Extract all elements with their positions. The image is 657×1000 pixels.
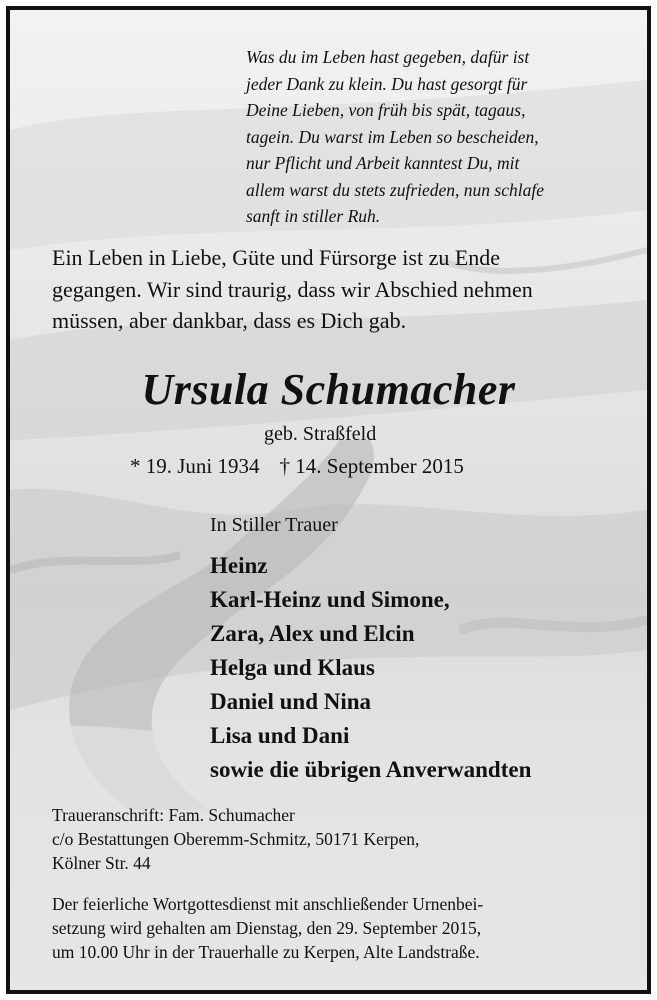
service-line: Der feierliche Wortgottesdienst mit anschließender Urnenbei- xyxy=(52,894,484,914)
poem-line: nur Pflicht und Arbeit kanntest Du, mit xyxy=(246,153,520,173)
service-notice xyxy=(52,892,483,964)
poem-line: Was du im Leben hast gegeben, dafür ist xyxy=(246,47,530,67)
mourning-heading: In Stiller Trauer xyxy=(210,514,338,536)
service-line: um 10.00 Uhr in der Trauerhalle zu Kerpen, Alte Landstraße. xyxy=(52,942,480,962)
address-line: Traueranschrift: Fam. Schumacher xyxy=(52,805,295,825)
service-line: setzung wird gehalten am Dienstag, den 29. September 2015, xyxy=(52,918,482,938)
mourner: Heinz xyxy=(210,553,268,578)
birth-name: geb. Straßfeld xyxy=(264,423,377,445)
intro-line: gegangen. Wir sind traurig, dass wir Abschied nehmen xyxy=(52,276,533,302)
mourner: Helga und Klaus xyxy=(210,655,375,680)
address-line: Kölner Str. 44 xyxy=(52,853,151,873)
obituary-frame xyxy=(6,6,651,994)
poem-line: sanft in stiller Ruh. xyxy=(246,206,381,226)
mourner: Zara, Alex und Elcin xyxy=(210,621,415,646)
life-dates xyxy=(130,454,464,479)
mourner: Daniel und Nina xyxy=(210,689,372,714)
deceased-name: Ursula Schumacher xyxy=(141,365,516,414)
poem-line: allem warst du stets zufrieden, nun schlafe xyxy=(246,179,544,200)
intro-text xyxy=(52,242,632,337)
mourner: Lisa und Dani xyxy=(210,723,350,748)
poem-line: jeder Dank zu klein. Du hast gesorgt für xyxy=(246,73,528,94)
birth-date: * 19. Juni 1934 xyxy=(130,454,260,478)
poem-line: tagein. Du warst im Leben so bescheiden, xyxy=(246,126,539,147)
poem xyxy=(246,44,636,230)
intro-line: müssen, aber dankbar, dass es Dich gab. xyxy=(52,308,407,333)
poem-line: Deine Lieben, von früh bis spät, tagaus, xyxy=(246,100,526,120)
mourner: Karl-Heinz und Simone, xyxy=(210,587,450,612)
mourner: sowie die übrigen Anverwandten xyxy=(210,757,532,782)
address-line: c/o Bestattungen Oberemm-Schmitz, 50171 Kerpen, xyxy=(52,829,420,849)
death-date: † 14. September 2015 xyxy=(279,454,464,478)
mourning-address xyxy=(52,803,419,875)
intro-line: Ein Leben in Liebe, Güte und Fürsorge ist zu Ende xyxy=(52,245,501,270)
mourners-list xyxy=(210,549,531,787)
